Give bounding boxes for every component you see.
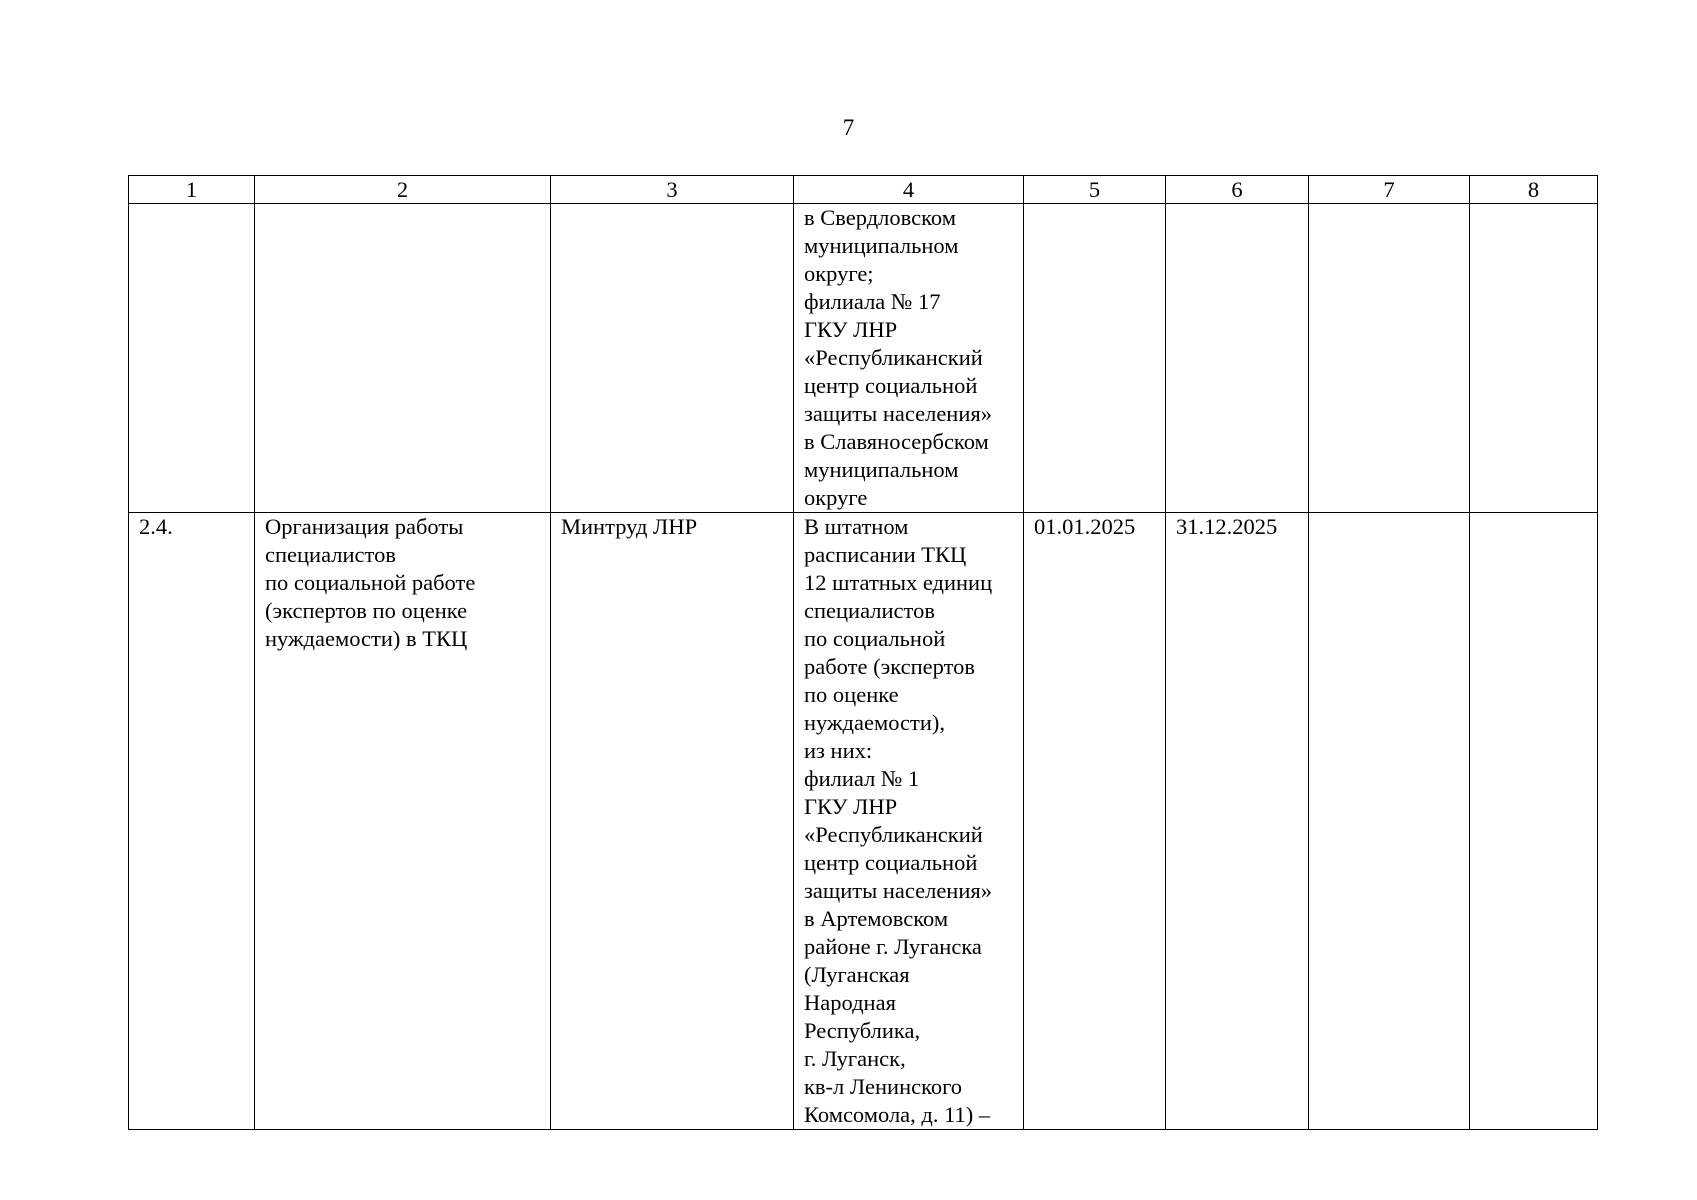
row-number-cell bbox=[129, 204, 255, 513]
event-name-line: специалистов bbox=[265, 542, 396, 567]
event-name-cell bbox=[255, 513, 551, 1130]
result-line: Народная bbox=[804, 990, 896, 1015]
result-line: по социальной bbox=[804, 626, 946, 651]
result-line: районе г. Луганска bbox=[804, 934, 982, 959]
column-header-8: 8 bbox=[1470, 176, 1598, 204]
result-line: кв-л Ленинского bbox=[804, 1074, 963, 1099]
column-7-cell bbox=[1309, 513, 1470, 1130]
event-name-cell bbox=[255, 204, 551, 513]
result-line: по оценке bbox=[804, 682, 899, 707]
result-line: (Луганская bbox=[804, 962, 910, 987]
row-number-cell: 2.4. bbox=[129, 513, 255, 1130]
result-line: нуждаемости), bbox=[804, 710, 945, 735]
column-8-cell bbox=[1470, 513, 1598, 1130]
plan-table bbox=[128, 175, 1598, 1130]
executor-cell bbox=[551, 204, 794, 513]
table-body bbox=[129, 204, 1598, 1130]
result-line: защиты населения» bbox=[804, 401, 992, 426]
end-date-cell bbox=[1166, 204, 1309, 513]
result-line: «Республиканский bbox=[804, 822, 983, 847]
result-line: в Славяносербском bbox=[804, 429, 989, 454]
result-line: в Артемовском bbox=[804, 906, 949, 931]
start-date-cell bbox=[1024, 204, 1166, 513]
event-name-line: нуждаемости) в ТКЦ bbox=[265, 626, 468, 651]
result-line: центр социальной bbox=[804, 373, 978, 398]
result-line: ГКУ ЛНР bbox=[804, 317, 898, 342]
result-line: защиты населения» bbox=[804, 878, 992, 903]
executor-line: Минтруд ЛНР bbox=[561, 514, 698, 539]
column-header-2: 2 bbox=[255, 176, 551, 204]
result-line: филиал № 1 bbox=[804, 766, 920, 791]
column-header-7: 7 bbox=[1309, 176, 1470, 204]
column-8-cell bbox=[1470, 204, 1598, 513]
column-header-6: 6 bbox=[1166, 176, 1309, 204]
result-line: В штатном bbox=[804, 514, 909, 539]
result-line: центр социальной bbox=[804, 850, 978, 875]
result-line: округе bbox=[804, 485, 868, 510]
result-line: г. Луганск, bbox=[804, 1046, 906, 1071]
result-line: в Свердловском bbox=[804, 205, 956, 230]
start-date-cell: 01.01.2025 bbox=[1024, 513, 1166, 1130]
table-row bbox=[129, 204, 1598, 513]
result-cell bbox=[794, 513, 1024, 1130]
result-line: Комсомола, д. 11) – bbox=[804, 1102, 991, 1127]
result-line: ГКУ ЛНР bbox=[804, 794, 898, 819]
result-line: «Республиканский bbox=[804, 345, 983, 370]
result-line: филиала № 17 bbox=[804, 289, 941, 314]
column-7-cell bbox=[1309, 204, 1470, 513]
end-date-cell: 31.12.2025 bbox=[1166, 513, 1309, 1130]
result-line: округе; bbox=[804, 261, 874, 286]
result-line: Республика, bbox=[804, 1018, 921, 1043]
event-name-line: (экспертов по оценке bbox=[265, 598, 468, 623]
column-header-4: 4 bbox=[794, 176, 1024, 204]
page-number: 7 bbox=[842, 115, 855, 140]
result-line: расписании ТКЦ bbox=[804, 542, 967, 567]
executor-cell bbox=[551, 513, 794, 1130]
result-line: муниципальном bbox=[804, 233, 959, 258]
result-line: специалистов bbox=[804, 598, 935, 623]
event-name-line: по социальной работе bbox=[265, 570, 476, 595]
event-name-line: Организация работы bbox=[265, 514, 464, 539]
result-line: из них: bbox=[804, 738, 873, 763]
result-line: работе (экспертов bbox=[804, 654, 975, 679]
header-row bbox=[129, 176, 1598, 204]
table-row bbox=[129, 513, 1598, 1130]
result-line: муниципальном bbox=[804, 457, 959, 482]
column-header-3: 3 bbox=[551, 176, 794, 204]
column-header-5: 5 bbox=[1024, 176, 1166, 204]
result-line: 12 штатных единиц bbox=[804, 570, 993, 595]
column-header-1: 1 bbox=[129, 176, 255, 204]
table-header bbox=[129, 176, 1598, 204]
result-cell bbox=[794, 204, 1024, 513]
